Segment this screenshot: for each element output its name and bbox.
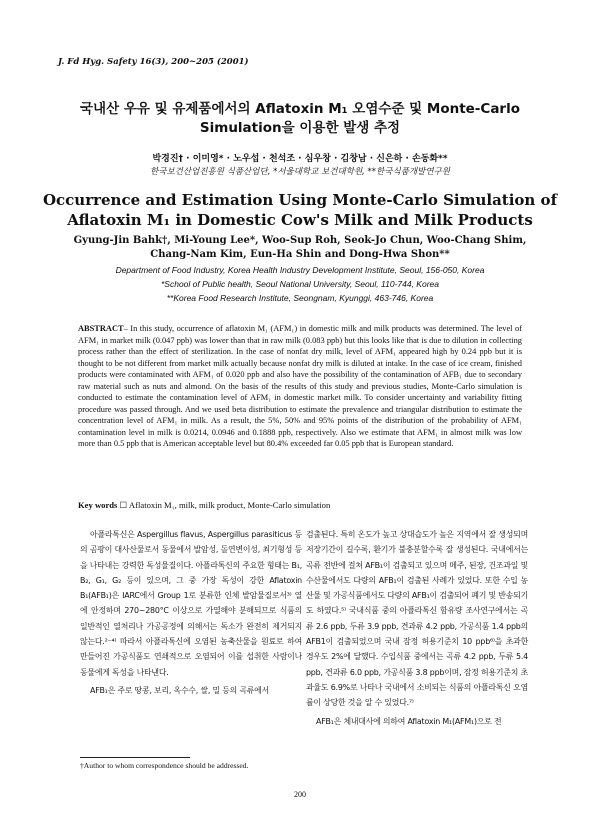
english-authors-line-2: Chang-Nam Kim, Eun-Ha Shin and Dong-Hwa Shon** bbox=[150, 249, 450, 260]
english-title-line-2: Aflatoxin M₁ in Domestic Cow's Milk and Milk Products bbox=[67, 211, 533, 229]
korean-title bbox=[40, 100, 560, 138]
abstract-text: – In this study, occurrence of aflatoxin M₁ (AFM₁) in domestic milk and milk products was determined. The level of AFM₁ in market milk (0.047 ppb) was lower than that in raw milk (0.083 ppb) but this looks like that is due to dilution in collecting process rather than the effect of sterilization. In the case of nonfat dry milk, level of AFM₁ appeared high by 0.24 ppb but it is thought to be not different from market milk actually because nonfat dry milk is diluted at intake. In the case of ice cream, finished products were contaminated with AFM₁ of 0.020 ppb and also have the possibility of the contamination of AFB₁ due to secondary raw material such as nuts and almond. On the basis of the results of this study and previous studies, Monte-Carlo simulation is conducted to estimate the contamination level of AFM₁ in domestic market milk. To consider uncertainty and variability fitting procedure was passed through. And we used beta distribution to estimate the prevalence and triangular distribution to estimate the concentration level of AFM₁ in milk. As a result, the 5%, 50% and 95% points of the distribution of the probability of AFM₁ contamination level in milk is 0.0214, 0.0946 and 0.1888 ppb, respectively. Also we estimate that AFM₁ in almost milk was low more than 0.5 ppb that is American acceptable level but 80.4% exceeded far 0.05 ppb that is European standard. bbox=[78, 324, 522, 448]
keywords-text: ☐ Aflatoxin M₁, milk, milk product, Monte-Carlo simulation bbox=[119, 500, 331, 510]
body-paragraph: AFB₁은 체내대사에 의하여 Aflatoxin M₁(AFM₁)으로 전 bbox=[316, 716, 502, 726]
affiliation-3: **Korea Food Research Institute, Seongnam, Kyunggi, 463-746, Korea bbox=[166, 293, 434, 303]
keywords bbox=[78, 500, 522, 511]
abstract-label: ABSTRACT bbox=[78, 324, 124, 333]
affiliation-1: Department of Food Industry, Korea Health Industry Development Institute, Seoul, 156-050, Korea bbox=[115, 265, 485, 275]
english-authors-line-1: Gyung-Jin Bahk†, Mi-Young Lee*, Woo-Sup Roh, Seok-Jo Chun, Woo-Chang Shim, bbox=[73, 235, 527, 246]
korean-authors: 박경진† · 이미영* · 노우섭 · 천석조 · 심우창 · 김창남 · 신은하 · 손동화** bbox=[152, 154, 448, 164]
page-number: 200 bbox=[294, 790, 306, 799]
korean-affiliation: 한국보건산업진흥원 식품산업단, *서울대학교 보건대학원, **한국식품개발연구원 bbox=[150, 167, 450, 177]
english-authors bbox=[40, 234, 560, 262]
footnote-divider bbox=[80, 757, 190, 758]
body-column-left bbox=[80, 527, 302, 698]
korean-title-line-2: Simulation을 이용한 발생 추정 bbox=[199, 120, 401, 136]
korean-title-line-1: 국내산 우유 및 유제품에서의 Aflatoxin M₁ 오염수준 및 Monte-Carlo bbox=[80, 101, 520, 117]
abstract bbox=[78, 323, 522, 450]
affiliation-2: *School of Public health, Seoul National University, Seoul, 110-744, Korea bbox=[161, 279, 439, 289]
body-paragraph: AFB₁은 주로 땅콩, 보리, 옥수수, 쌀, 밀 등의 곡류에서 bbox=[90, 685, 270, 695]
journal-citation: J. Fd Hyg. Safety 16(3), 200~205 (2001) bbox=[58, 57, 249, 67]
keywords-label: Key words bbox=[78, 500, 118, 510]
english-title bbox=[40, 190, 560, 230]
english-title-line-1: Occurrence and Estimation Using Monte-Carlo Simulation of bbox=[42, 191, 558, 209]
body-paragraph: 검출된다. 특히 온도가 높고 상대습도가 높은 지역에서 잘 생성되며 저장기간이 길수록, 환기가 불충분할수록 잘 생성된다. 국내에서는 곡류 전반에 걸쳐 AFB₁이 검출되고 있으며 메주, 된장, 건조과일 및 수산물에서도 다량의 AFB₁이 검출된 사례가 있었다. 또한 수입 농산물 및 가공식품에서도 다량의 AFB₁이 검출되어 폐기 및 반송되기도 하였다.⁵⁾ 국내식품 중의 아플라톡신 함유량 조사연구에서는 곡류 2.6 ppb, 두류 3.9 ppb, 견과류 4.2 ppb, 가공식품 1.4 ppb의 AFB1이 검출되었으며 국내 잠정 허용기준치 10 ppb⁶⁾을 초과한 경우도 2%에 달했다. 수입식품 중에서는 곡류 4.2 ppb, 두류 5.4 ppb, 견과류 6.0 ppb, 가공식품 3.8 ppb이며, 잠정 허용기준치 초과율도 6.9%로 나타나 국내에서 소비되는 식품의 아플라톡신 오염률이 상당한 것을 알 수 있었다.⁷⁾ bbox=[306, 530, 528, 708]
footnote: †Author to whom correspondence should be addressed. bbox=[80, 761, 249, 770]
body-column-right bbox=[306, 527, 528, 729]
body-paragraph: 아플라톡신은 Aspergillus flavus, Aspergillus parasiticus 등의 곰팡이 대사산물로서 동물에서 발암성, 돌연변이성, 최기형성 등을 나타내는 강력한 독성물질이다. 아플라톡신의 주요한 형태는 B₁, B₂, G₁, G₂ 등이 있으며, 그 중 가장 독성이 강한 Aflatoxin B₁(AFB₁)은 IARC에서 Group 1로 분류한 인체 발암물질로서³⁾ 열에 안정하며 270~280°C 이상으로 가열해야 분해되므로 식품의 일반적인 열처리나 가공공정에 의해서는 독소가 완전히 제거되지 않는다.²⁻⁴⁾ 따라서 아플라톡신에 오염된 농축산물을 원료로 하여 만들어진 가공식품도 연쇄적으로 오염되어 이를 섭취한 사람이나 동물에게 독성을 나타낸다. bbox=[80, 530, 302, 677]
